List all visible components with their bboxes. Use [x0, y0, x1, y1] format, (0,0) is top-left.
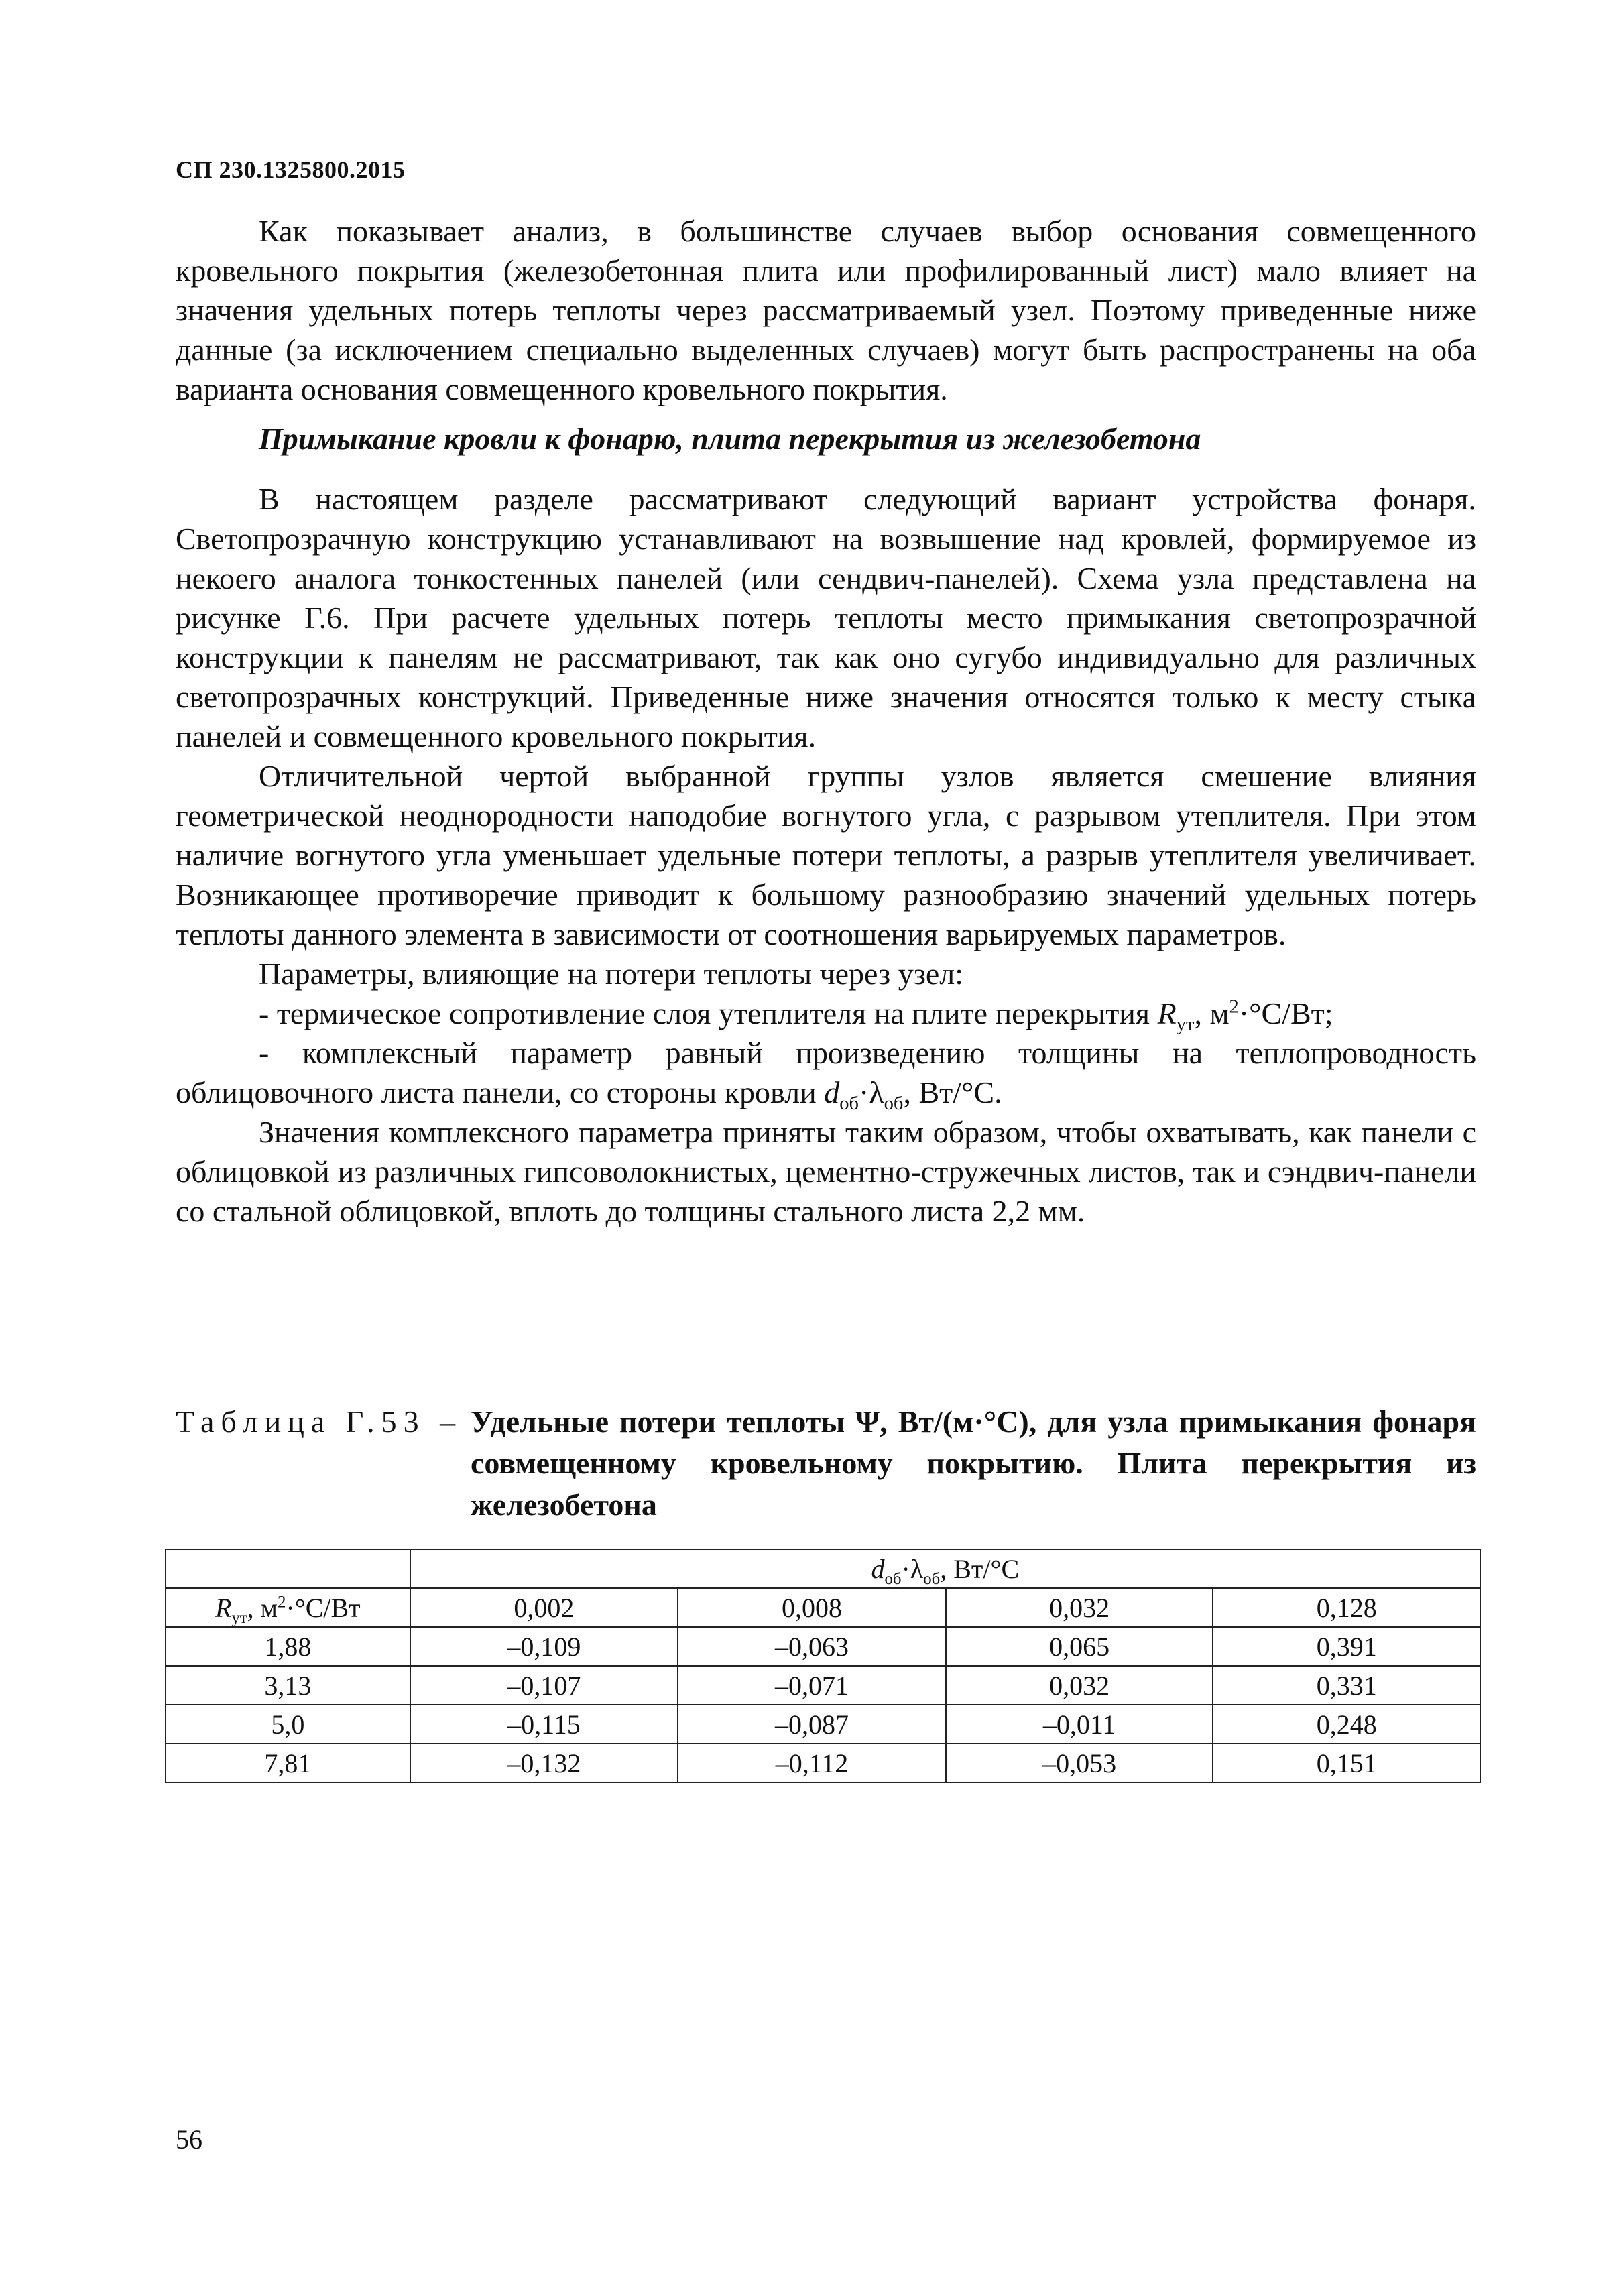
table-row-label: 7,81 — [166, 1744, 410, 1783]
parameter-item-2: - комплексный параметр равный произведению толщины на теплопроводность облицовочного листа панели, со стороны кровли $d_{об}\cdot\lambda_{об}$, Вт/°С. — [176, 1036, 1476, 1115]
table-column-header: 0,032 — [946, 1588, 1213, 1627]
table-row-label: 5,0 — [166, 1705, 410, 1744]
table-cell: –0,109 — [410, 1627, 678, 1666]
section-heading: Примыкание кровли к фонарю, плита перекрытия из железобетона — [259, 422, 1201, 456]
symbol-d: d — [824, 1075, 840, 1109]
table-cell: –0,011 — [946, 1705, 1213, 1744]
symbol-r: R — [1157, 996, 1177, 1030]
table-group-header: $d_{об}\cdot\lambda_{об}$, Вт/°С — [410, 1549, 1480, 1588]
table-cell: –0,132 — [410, 1744, 678, 1783]
document-code-header: СП 230.1325800.2015 — [176, 156, 406, 183]
table-row — [166, 1627, 1480, 1666]
heat-loss-table — [165, 1549, 1481, 1783]
table-row — [166, 1744, 1480, 1783]
table-group-header-row — [166, 1549, 1480, 1588]
table-corner-cell — [166, 1549, 410, 1588]
table-cell: 0,391 — [1213, 1627, 1480, 1666]
section-paragraph-4: Значения комплексного параметра приняты таким образом, чтобы охватывать, как панели с облицовкой из различных гипсоволокнистых, цементно-стружечных листов, так и сэндвич-панели со стальной облицовкой, вплоть до толщины стального листа 2,2 мм. — [176, 1115, 1476, 1228]
table-cell: –0,112 — [678, 1744, 946, 1783]
table-row — [166, 1705, 1480, 1744]
table-row-label: 1,88 — [166, 1627, 410, 1666]
table-cell: 0,248 — [1213, 1705, 1480, 1744]
table-row-label: 3,13 — [166, 1666, 410, 1705]
table-caption-label: Таблица Г.53 – — [176, 1404, 463, 1439]
intro-paragraph: Как показывает анализ, в большинстве случаев выбор основания совмещенного кровельного покрытия (железобетонная плита или профилированный лист) мало влияет на значения удельных потерь теплоты через рассматриваемый узел. Поэтому приведенные ниже данные (за исключением специально выделенных случаев) могут быть распространены на оба варианта основания совмещенного кровельного покрытия. — [176, 214, 1476, 406]
table-cell: –0,053 — [946, 1744, 1213, 1783]
table-cell: –0,063 — [678, 1627, 946, 1666]
page-number: 56 — [176, 2124, 202, 2155]
section-paragraph-1: В настоящем разделе рассматривают следующий вариант устройства фонаря. Светопрозрачную конструкцию устанавливают на возвышение над кровлей, формируемое из некоего аналога тонкостенных панелей (или сендвич-панелей). Схема узла представлена на рисунке Г.6. При расчете удельных потерь теплоты место примыкания светопрозрачной конструкции к панелям не рассматривают, так как оно сугубо индивидуально для различных светопрозрачных конструкций. Приведенные ниже значения относятся только к месту стыка панелей и совмещенного кровельного покрытия. — [176, 482, 1476, 753]
table-cell: 0,032 — [946, 1666, 1213, 1705]
section-paragraph-3: Параметры, влияющие на потери теплоты через узел: — [259, 957, 964, 991]
table-cell: 0,331 — [1213, 1666, 1480, 1705]
table-cell: –0,071 — [678, 1666, 946, 1705]
intro-text — [176, 211, 1476, 409]
parameter-item-1: - термическое сопротивление слоя утеплителя на плите перекрытия $R_{ут}$, $м^2\cdot^\circ С/Вт$; — [259, 996, 1333, 1036]
table-column-header: 0,008 — [678, 1588, 946, 1627]
table-cell: 0,151 — [1213, 1744, 1480, 1783]
table-column-header: 0,002 — [410, 1588, 678, 1627]
table-cell: –0,107 — [410, 1666, 678, 1705]
table-cell: –0,087 — [678, 1705, 946, 1744]
table-row-header: $R_{ут}$, $м^2\cdot^\circ С/Вт$ — [166, 1588, 410, 1627]
section-paragraph-2: Отличительной чертой выбранной группы узлов является смешение влияния геометрической неоднородности наподобие вогнутого угла, с разрывом утеплителя. При этом наличие вогнутого угла уменьшает удельные потери теплоты, а разрыв утеплителя увеличивает. Возникающее противоречие приводит к большому разнообразию значений удельных потерь теплоты данного элемента в зависимости от соотношения варьируемых параметров. — [176, 759, 1476, 951]
table-column-header-row — [166, 1588, 1480, 1627]
table-row — [166, 1666, 1480, 1705]
table-caption-title: Удельные потери теплоты Ψ, Вт/(м·°С), для узла примыкания фонаря совмещенному кровельному покрытию. Плита перекрытия из железобетона — [471, 1404, 1476, 1522]
table-cell: 0,065 — [946, 1627, 1213, 1666]
section-body — [176, 479, 1476, 1231]
table-column-header: 0,128 — [1213, 1588, 1480, 1627]
table-cell: –0,115 — [410, 1705, 678, 1744]
